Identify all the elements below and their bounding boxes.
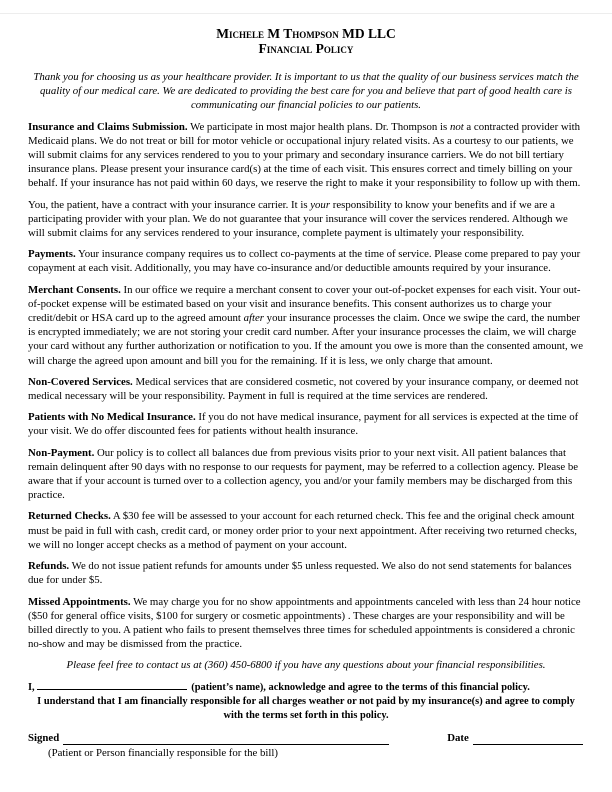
section-text: Medical services that are considered cosmetic, not covered by your insurance company, or deemed not medical necessary will be your responsibility. Payment in full is required at the time services are rendered.	[28, 375, 579, 403]
section-heading: Merchant Consents.	[28, 283, 121, 296]
section-no-medical-insurance	[28, 410, 584, 438]
date-label: Date	[447, 732, 469, 745]
signed-label: Signed	[28, 732, 60, 745]
section-heading: Refunds.	[28, 560, 70, 573]
section-text: We do not issue patient refunds for amounts under $5 unless requested. We also do not send statements for balances due for under $5.	[28, 560, 572, 587]
intro-paragraph: Thank you for choosing us as your healthcare provider. It is important to us that the quality of our business services match the quality of our medical care. We are dedicated to providing the best care for you and believe that part of good health care is communicating our financial policies to our patients.	[33, 71, 579, 112]
section-merchant-consents	[28, 283, 584, 368]
signature-caption: (Patient or Person financially responsible for the bill)	[48, 747, 278, 760]
section-heading: Non-Payment.	[28, 446, 95, 459]
section-text: your insurance processes the claim. Once we swipe the card, the number is encrypted immediately; we are not storing your credit card number. After your insurance processes the claim, we will charge your card without any further authorization or notification to you. If the amount you owe is more than the consented amount, we will charge the agreed upon amount and bill you for the remaining. If it is less, we only charge that amount.	[28, 312, 583, 367]
signature-line[interactable]	[63, 735, 389, 745]
section-heading: Patients with No Medical Insurance.	[28, 411, 196, 424]
section-heading: Missed Appointments.	[28, 595, 131, 608]
section-text: We participate in most major health plans. Dr. Thompson is	[187, 120, 450, 133]
emphasis-word: not	[449, 120, 464, 133]
section-text: We may charge you for no show appointments and appointments canceled with less than 24 hour notice ($50 for general office visits, $100 for surgery or cosmetic appointments) . These charges are your responsibility and will be billed directly to you. A patient who fails to present themselves three times for scheduled appointments is considered a chronic no-show and may be dismissed from the practice.	[28, 595, 581, 651]
contact-note: Please feel free to contact us at (360) 450-6800 if you have any questions about your financial responsibilities.	[66, 659, 546, 672]
page-top-edge-line	[0, 13, 612, 14]
signature-row	[28, 731, 584, 745]
emphasis-word: after	[243, 312, 264, 325]
section-text: In our office we require a merchant consent to cover your out-of-pocket expenses for each visit. Your out-of-pocket expense will be estimated based on your visit and insurance benefits. This consent authorizes us to charge your credit/debit or HSA card up to the agreed amount	[28, 283, 581, 325]
section-heading: Non-Covered Services.	[28, 375, 133, 388]
section-insurance-claims	[28, 120, 584, 191]
section-payments	[28, 247, 584, 275]
section-text: A $30 fee will be assessed to your account for each returned check. This fee and the original check amount must be paid in full with cash, credit card, or money order prior to your next appointment. After receiving two returned checks, we will no longer accept checks as a method of payment on your account.	[28, 510, 577, 551]
section-text: Our policy is to collect all balances due from previous visits prior to your next visit. All patient balances that remain delinquent after 90 days with no response to our requests for payment, may be referred to a collection agency. Please be aware that if your account is turned over to a collection agency, you and/or your family members may be discharged from this practice.	[28, 446, 579, 502]
section-patient-contract	[28, 198, 584, 241]
acknowledgment-line	[28, 680, 584, 695]
section-heading: Returned Checks.	[28, 510, 111, 523]
practice-name-title: Michele M Thompson MD LLC	[216, 26, 396, 41]
acknowledgment-block	[28, 680, 584, 724]
section-non-covered-services	[28, 375, 584, 403]
section-text: a contracted provider with Medicaid plans. We do not treat or bill for motor vehicle or occupational injury related visits. As a courtesy to our patients, we will submit claims for any services rendered to you to your primary and secondary insurance carriers. We do not bill tertiary insurance plans. Please present your insurance card(s) at the time of each visit. This ensures correct and timely billing on your behalf. If your insurance has not paid within 60 days, we reserve the right to make it your responsibility to follow up with them.	[28, 120, 581, 190]
acknowledgment-terms: I understand that I am financially responsible for all charges weather or not paid by my insurance(s) and agree to comply with the terms set forth in this policy.	[37, 695, 575, 721]
date-line[interactable]	[473, 735, 583, 745]
acknowledgment-prefix: I,	[28, 681, 35, 693]
emphasis-word: your	[310, 198, 331, 211]
patient-name-blank[interactable]	[37, 680, 187, 690]
section-refunds	[28, 559, 584, 587]
section-text: responsibility to know your benefits and if we are a participating provider with your plan. We do not guarantee that your insurance will cover the services rendered. Although we will submit claims for any services rendered to your insurance, complete payment is ultimately your responsibility.	[28, 198, 568, 240]
section-heading: Payments.	[28, 248, 76, 261]
document-header	[28, 26, 584, 56]
section-missed-appointments	[28, 595, 584, 652]
acknowledgment-suffix: (patient’s name), acknowledge and agree to the terms of this financial policy.	[188, 681, 530, 693]
document-title: Financial Policy	[258, 41, 354, 56]
section-text: You, the patient, have a contract with your insurance carrier. It is	[28, 198, 311, 211]
section-returned-checks	[28, 509, 584, 552]
section-text: Your insurance company requires us to collect co-payments at the time of service. Please come prepared to pay your copayment at each visit. Additionally, you may have co-insurance and/or deductible amounts required by your insurance.	[28, 248, 581, 275]
section-text: If you do not have medical insurance, payment for all services is expected at the time of your visit. We do offer discounted fees for patients without health insurance.	[28, 411, 579, 438]
section-heading: Insurance and Claims Submission.	[28, 120, 188, 133]
section-non-payment	[28, 446, 584, 503]
